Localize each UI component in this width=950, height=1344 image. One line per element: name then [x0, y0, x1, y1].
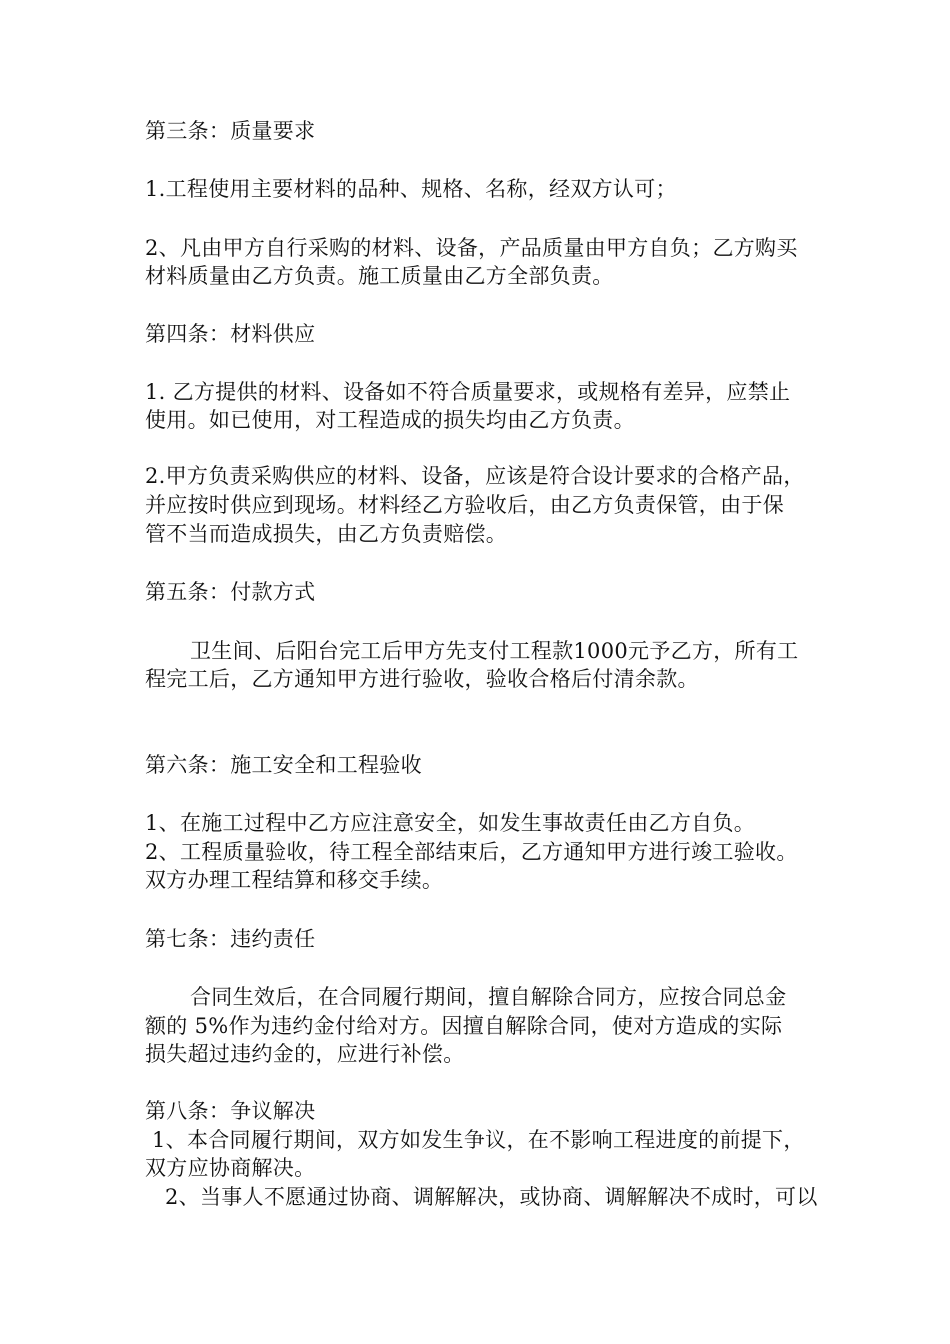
paragraph-line: 1.工程使用主要材料的品种、规格、名称，经双方认可； [145, 177, 677, 201]
section-heading: 第七条：违约责任 [145, 927, 316, 951]
paragraph-line: 1、本合同履行期间，双方如发生争议，在不影响工程进度的前提下， [152, 1128, 805, 1152]
paragraph-line: 1、在施工过程中乙方应注意安全，如发生事故责任由乙方自负。 [145, 811, 756, 835]
section-heading: 第五条：付款方式 [145, 580, 316, 604]
paragraph-line: 双方应协商解决。 [145, 1156, 316, 1180]
paragraph-line: 1. 乙方提供的材料、设备如不符合质量要求，或规格有差异，应禁止 [145, 380, 791, 404]
paragraph-line: 使用。如已使用，对工程造成的损失均由乙方负责。 [145, 408, 635, 432]
paragraph-line: 2、工程质量验收，待工程全部结束后，乙方通知甲方进行竣工验收。 [145, 840, 798, 864]
paragraph-line: 材料质量由乙方负责。施工质量由乙方全部负责。 [145, 264, 614, 288]
section-heading: 第八条：争议解决 [145, 1099, 316, 1123]
paragraph-line: 双方办理工程结算和移交手续。 [145, 868, 444, 892]
paragraph-line: 管不当而造成损失，由乙方负责赔偿。 [145, 522, 508, 546]
section-heading: 第六条：施工安全和工程验收 [145, 753, 422, 777]
paragraph-line: 损失超过违约金的，应进行补偿。 [145, 1042, 465, 1066]
section-heading: 第三条：质量要求 [145, 119, 316, 143]
paragraph-line: 合同生效后，在合同履行期间，擅自解除合同方，应按合同总金 [190, 985, 787, 1009]
paragraph-line: 程完工后，乙方通知甲方进行验收，验收合格后付清余款。 [145, 667, 699, 691]
section-heading: 第四条：材料供应 [145, 322, 316, 346]
paragraph-line: 卫生间、后阳台完工后甲方先支付工程款1000元予乙方，所有工 [190, 639, 799, 663]
paragraph-line: 2.甲方负责采购供应的材料、设备，应该是符合设计要求的合格产品， [145, 464, 805, 488]
paragraph-line: 并应按时供应到现场。材料经乙方验收后，由乙方负责保管，由于保 [145, 493, 784, 517]
paragraph-line: 2、当事人不愿通过协商、调解解决，或协商、调解解决不成时，可以 [165, 1185, 818, 1209]
paragraph-line: 2、凡由甲方自行采购的材料、设备，产品质量由甲方自负；乙方购买 [145, 236, 798, 260]
paragraph-line: 额的 5%作为违约金付给对方。因擅自解除合同，使对方造成的实际 [145, 1014, 783, 1038]
